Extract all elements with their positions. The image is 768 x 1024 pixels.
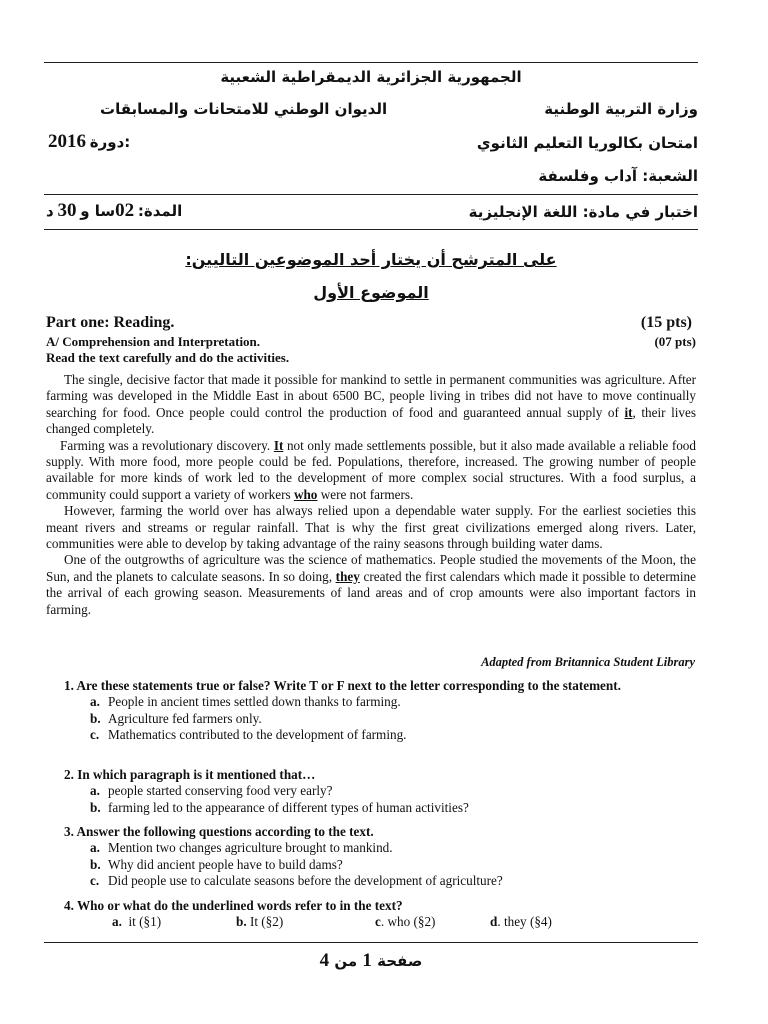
- part-points: (15 pts): [640, 314, 692, 331]
- question-4-text: 4. Who or what do the underlined words refer to in the text?: [64, 898, 403, 913]
- question-1-text: 1. Are these statements true or false? Write T or F next to the letter corresponding to the statement.: [64, 678, 621, 693]
- question-3: [64, 824, 684, 890]
- question-2-text: 2. In which paragraph is it mentioned that…: [64, 767, 316, 782]
- item-text: People in ancient times settled down thanks to farming.: [108, 694, 401, 710]
- first-topic-heading: الموضوع الأول: [313, 283, 429, 302]
- item-letter: a.: [90, 840, 100, 856]
- p4-text-b: created the first calendars which made it possible to determine the arrival of each growing season. Measurements of land areas and of crop amounts were also important factors in farming.: [46, 568, 696, 617]
- item-letter: c.: [90, 727, 100, 743]
- option-letter: d: [490, 914, 498, 930]
- of-word: من: [334, 952, 358, 970]
- question-3-text: 3. Answer the following questions according to the text.: [64, 824, 374, 839]
- office-label: الديوان الوطني للامتحانات والمسابقات: [100, 100, 388, 118]
- item-letter: b.: [90, 799, 101, 815]
- section-points: (07 pts): [654, 334, 696, 349]
- reading-instruction: Read the text carefully and do the activities.: [46, 350, 290, 365]
- option: [375, 914, 490, 930]
- option-letter: b.: [236, 914, 247, 930]
- option-letter: a.: [112, 914, 122, 930]
- subject-label: اختبار في مادة: اللغة الإنجليزية: [468, 203, 698, 221]
- underlined-It: It: [273, 437, 284, 453]
- p4-text-a: One of the outgrowths of agriculture was the science of mathematics. People studied the movements of the Moon, the Sun, and the planets to calculate seasons. In so doing,: [46, 552, 696, 584]
- option-text: it (§1): [128, 914, 162, 930]
- option-letter: c: [375, 914, 381, 930]
- p2-text-c: were not farmers.: [317, 486, 414, 502]
- p2-text-a: Farming was a revolutionary discovery.: [60, 437, 274, 453]
- session-year: 2016: [48, 131, 86, 152]
- item-text: Why did ancient people have to build dams?: [108, 856, 343, 872]
- header-row-4: [44, 200, 698, 229]
- underlined-they: they: [335, 568, 360, 584]
- option-text: It (§2): [249, 914, 284, 930]
- passage-source: Adapted from Britannica Student Library: [481, 655, 695, 669]
- duration-label: المدة:: [137, 202, 183, 220]
- page-total: 4: [319, 950, 330, 971]
- paragraph-2: [46, 438, 696, 504]
- page-indicator: [320, 950, 423, 972]
- duration-hours: 02: [115, 200, 135, 221]
- list-item: [64, 800, 684, 816]
- top-rule: [44, 62, 698, 63]
- list-item: [64, 711, 684, 727]
- republic-title: الجمهورية الجزائرية الديمقراطية الشعبية: [220, 68, 522, 86]
- header-row-1: [44, 100, 698, 126]
- header-row-2: [44, 131, 698, 160]
- item-letter: b.: [90, 856, 101, 872]
- question-1: [64, 678, 684, 744]
- option: [236, 914, 375, 930]
- list-item: [64, 840, 684, 856]
- list-item: [64, 783, 684, 799]
- bottom-rule: [44, 942, 698, 943]
- duration-minutes: 30: [57, 200, 77, 221]
- underlined-it: it: [624, 404, 633, 420]
- duration-hours-unit: سا و: [80, 202, 116, 220]
- item-text: Mathematics contributed to the development of farming.: [108, 727, 407, 743]
- p1-text-b: , their lives changed completely.: [46, 404, 696, 437]
- option: [112, 914, 236, 930]
- header-rule-1: [44, 194, 698, 195]
- list-item: [64, 873, 684, 889]
- list-item: [64, 857, 684, 873]
- page-word: صفحة: [377, 952, 423, 970]
- option-text: . they (§4): [497, 914, 552, 930]
- list-item: [64, 694, 684, 710]
- item-text: people started conserving food very early?: [108, 783, 333, 799]
- item-letter: a.: [90, 783, 100, 799]
- header-rule-2: [44, 229, 698, 230]
- item-text: Did people use to calculate seasons before the development of agriculture?: [108, 873, 503, 889]
- list-item: [64, 727, 684, 743]
- header-row-3: [44, 167, 698, 193]
- item-letter: c.: [90, 873, 100, 889]
- branch-label: الشعبة: آداب وفلسفة: [538, 167, 698, 185]
- session: [48, 131, 130, 153]
- p2-text-b: not only made settlements possible, but it also made available a reliable food supply. With more food, more people could be fed. Populations, therefore, increased. The growing number of people available for more kinds of work led to the development of more complex social structures. With a food surplus, a community could support a variety of workers: [46, 437, 696, 502]
- paragraph-1: [46, 372, 696, 438]
- paragraph-3: [46, 503, 696, 552]
- question-4-options: [64, 914, 684, 930]
- paragraph-4: [46, 552, 696, 618]
- p3-text: However, farming the world over has always relied upon a dependable water supply. For the earliest societies this meant rivers and streams or regular rainfall. That is why the first great civilizations emerged along rivers. Later, communities were able to develop by taking advantage of the rainy seasons through building water dams.: [46, 503, 696, 552]
- item-text: farming led to the appearance of different types of human activities?: [108, 799, 469, 815]
- section-title: A/ Comprehension and Interpretation.: [46, 334, 261, 349]
- item-letter: a.: [90, 694, 100, 710]
- ministry-label: وزارة التربية الوطنية: [544, 100, 698, 118]
- session-label: دورة:: [89, 133, 131, 151]
- option: [490, 914, 552, 930]
- topic-instruction: على المترشح أن يختار أحد الموضوعين التاليين:: [185, 250, 557, 269]
- p1-text-a: The single, decisive factor that made it possible for mankind to settle in permanent communities was agriculture. After farming was developed in the Middle East in about 6500 BC, people living in tribes did not have to move continually searching for food. Once people could control the production of food and guaranteed annual supply of: [46, 372, 696, 420]
- underlined-who: who: [293, 486, 318, 502]
- question-2: [64, 767, 684, 816]
- duration-minutes-unit: د: [46, 202, 54, 220]
- item-letter: b.: [90, 710, 101, 726]
- part-title: Part one: Reading.: [46, 314, 175, 331]
- page-footer: [44, 950, 698, 972]
- item-text: Mention two changes agriculture brought to mankind.: [108, 840, 393, 856]
- question-4: [64, 898, 684, 931]
- exam-label: امتحان بكالوريا التعليم الثانوي: [476, 134, 698, 152]
- reading-passage: [46, 372, 696, 618]
- page-number: 1: [362, 950, 372, 971]
- item-text: Agriculture fed farmers only.: [108, 710, 262, 726]
- duration: [46, 200, 182, 222]
- option-text: . who (§2): [380, 914, 436, 930]
